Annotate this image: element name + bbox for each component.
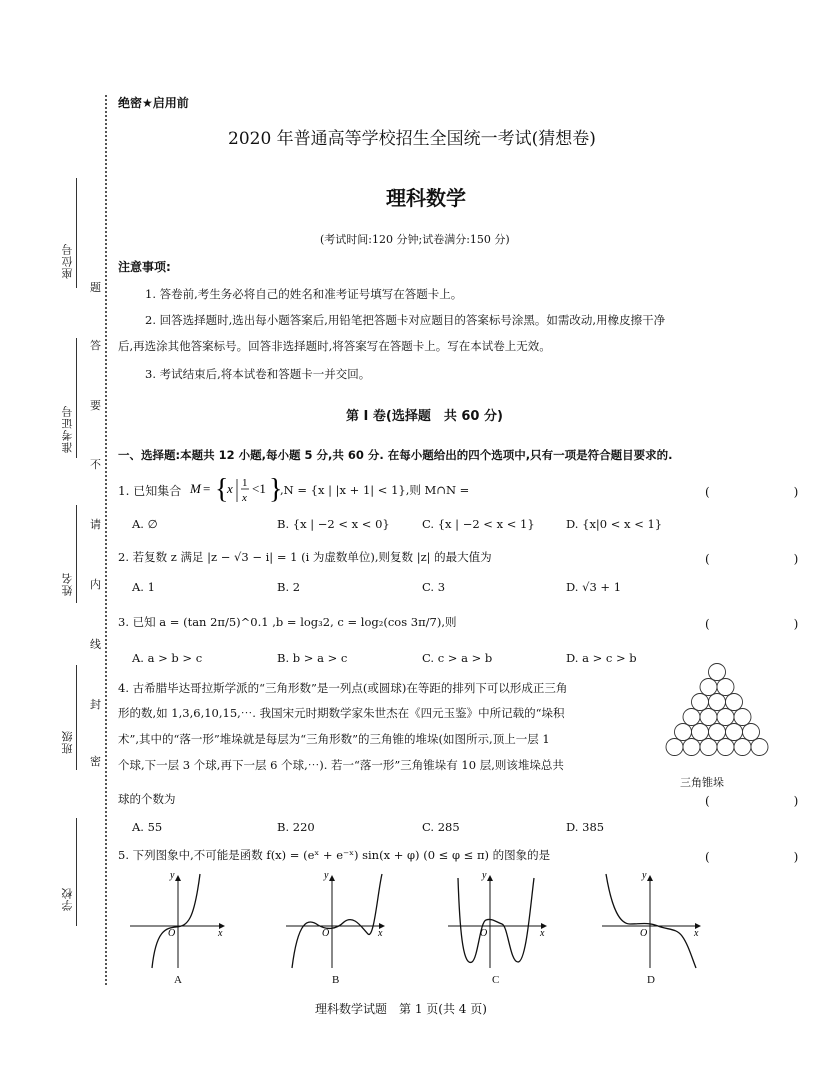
graph-a-label: A: [174, 974, 182, 986]
stack-ball: [666, 739, 683, 756]
stack-ball: [717, 709, 734, 726]
graph-c[interactable]: [446, 870, 550, 970]
seal-char: 不: [90, 455, 101, 473]
exam-title: 2020 年普通高等学校招生全国统一考试(猜想卷): [228, 129, 596, 149]
subject-title: 理科数学: [386, 186, 466, 210]
question-1-set-m-formula: [190, 472, 283, 510]
graph-a-x-label: x: [218, 928, 223, 939]
question-2-option-c[interactable]: C. 3: [422, 580, 446, 594]
graph-c-x-label: x: [540, 928, 545, 939]
stack-ball: [692, 694, 709, 711]
seal-char: 内: [90, 575, 101, 593]
stack-ball: [675, 724, 692, 741]
stack-ball: [683, 739, 700, 756]
seal-char: 封: [90, 695, 101, 713]
question-5-stem: 5. 下列图象中,不可能是函数 f(x) = (eˣ + e⁻ˣ) sin(x + φ) (0 ≤ φ ≤ π) 的图象的是: [118, 848, 551, 862]
stack-ball: [726, 694, 743, 711]
notice-heading: 注意事项:: [118, 260, 171, 274]
seat-number-label: 座位号: [61, 243, 74, 279]
graph-a-origin: O: [168, 928, 176, 939]
class-label: 班级: [61, 730, 74, 754]
question-3-option-a[interactable]: A. a > b > c: [132, 651, 203, 665]
seal-char: 密: [90, 752, 101, 770]
stack-ball: [734, 739, 751, 756]
triangular-pyramid-stack-figure: [672, 660, 762, 772]
graph-d-x-label: x: [694, 928, 699, 939]
notice-item: 后,再选涂其他答案标号。回答非选择题时,将答案写在答题卡上。写在本试卷上无效。: [118, 339, 551, 353]
question-4-option-c[interactable]: C. 285: [422, 820, 460, 834]
stack-ball: [726, 724, 743, 741]
notice-item: 2. 回答选择题时,选出每小题答案后,用铅笔把答题卡对应题目的答案标号涂黑。如需改动,用橡皮擦干净: [145, 313, 666, 327]
question-4-option-b[interactable]: B. 220: [277, 820, 315, 834]
question-1-option-c[interactable]: C. {x | −2 < x < 1}: [422, 517, 535, 531]
question-2-answer-paren[interactable]: ( ): [705, 552, 818, 566]
seal-char: 请: [90, 515, 101, 533]
question-4-option-a[interactable]: A. 55: [132, 820, 163, 834]
graph-a-y-label: y: [170, 870, 175, 881]
exam-number-label: 准考证号: [61, 405, 74, 453]
question-1-option-d[interactable]: D. {x|0 < x < 1}: [566, 517, 663, 531]
class-blank[interactable]: [76, 665, 77, 770]
svg-text:}: }: [269, 474, 283, 505]
graph-d[interactable]: [600, 870, 704, 970]
seal-char: 答: [90, 336, 101, 354]
question-1-option-b[interactable]: B. {x | −2 < x < 0}: [277, 517, 390, 531]
svg-text:=: =: [203, 481, 211, 496]
figure-caption: 三角锥垛: [680, 776, 724, 789]
svg-text:M: M: [190, 481, 201, 496]
exam-time-info: (考试时间:120 分钟;试卷满分:150 分): [320, 233, 510, 246]
svg-text:1: 1: [242, 477, 248, 489]
graph-b-x-label: x: [378, 928, 383, 939]
question-3-option-d[interactable]: D. a > c > b: [566, 651, 637, 665]
graph-b-y-label: y: [324, 870, 329, 881]
question-1-prefix: [118, 482, 181, 499]
question-4-answer-paren[interactable]: ( ): [705, 794, 818, 808]
question-4-stem-line: 球的个数为: [118, 792, 176, 806]
notice-item: 3. 考试结束后,将本试卷和答题卡一并交回。: [145, 367, 371, 381]
question-4-stem-line: 4. 古希腊毕达哥拉斯学派的“三角形数”是一列点(或圆球)在等距的排列下可以形成正三角: [118, 681, 568, 695]
question-1-stem: ,N = {x | |x + 1| < 1},则 M∩N =: [280, 483, 470, 497]
graph-b-label: B: [332, 974, 340, 986]
graph-c-label: C: [492, 974, 500, 986]
school-blank[interactable]: [76, 818, 77, 926]
question-3-stem: 3. 已知 a = (tan 2π/5)^0.1 ,b = log₃2, c = log₂(cos 3π/7),则: [118, 615, 457, 629]
stack-ball: [717, 739, 734, 756]
stack-ball: [751, 739, 768, 756]
name-label: 姓名: [61, 572, 74, 596]
graph-d-label: D: [647, 974, 655, 986]
question-1-answer-paren[interactable]: ( ): [705, 485, 818, 499]
name-blank[interactable]: [76, 505, 77, 603]
notice-item: 1. 答卷前,考生务必将自己的姓名和准考证号填写在答题卡上。: [145, 287, 463, 301]
confidential-mark: 绝密★启用前: [118, 96, 189, 110]
school-label: 学校: [61, 887, 74, 911]
svg-text:<1: <1: [252, 481, 266, 496]
graph-c-origin: O: [480, 928, 488, 939]
stack-ball: [700, 679, 717, 696]
question-4-stem-line: 个球,下一层 3 个球,再下一层 6 个球,⋯). 若一“落一形”三角锥垛有 10 层,则该堆垛总共: [118, 758, 564, 772]
question-1-option-a[interactable]: A. ∅: [132, 517, 158, 531]
stack-ball: [709, 724, 726, 741]
question-2-option-b[interactable]: B. 2: [277, 580, 301, 594]
stack-ball: [709, 694, 726, 711]
svg-text:x: x: [242, 492, 247, 504]
stack-ball: [700, 709, 717, 726]
question-3-answer-paren[interactable]: ( ): [705, 617, 818, 631]
svg-text:x: x: [227, 481, 233, 496]
stack-ball: [683, 709, 700, 726]
graph-b[interactable]: [284, 870, 388, 970]
stack-ball: [734, 709, 751, 726]
seal-char: 线: [90, 635, 101, 653]
question-4-option-d[interactable]: D. 385: [566, 820, 605, 834]
stack-ball: [709, 664, 726, 681]
seal-char: 要: [90, 396, 101, 414]
graph-c-y-label: y: [482, 870, 487, 881]
svg-text:{: {: [215, 474, 229, 505]
stack-ball: [700, 739, 717, 756]
binding-dotted-line: [105, 95, 107, 985]
stack-ball: [743, 724, 760, 741]
graph-d-y-label: y: [642, 870, 647, 881]
question-3-option-c[interactable]: C. c > a > b: [422, 651, 493, 665]
question-4-stem-line: 术”,其中的“落一形”堆垛就是每层为“三角形数”的三角锥的堆垛(如图所示,顶上一层 1: [118, 732, 550, 746]
question-2-stem: 2. 若复数 z 满足 |z − √3 − i| = 1 (i 为虚数单位),则复数 |z| 的最大值为: [118, 550, 492, 564]
question-3-option-b[interactable]: B. b > a > c: [277, 651, 348, 665]
graph-d-origin: O: [640, 928, 648, 939]
question-1-label: 1. 已知集合: [118, 484, 182, 498]
stack-ball: [717, 679, 734, 696]
question-2-option-d[interactable]: D. √3 + 1: [566, 580, 622, 594]
seal-char: 题: [90, 278, 101, 296]
question-2-option-a[interactable]: A. 1: [132, 580, 155, 594]
question-4-stem-line: 形的数,如 1,3,6,10,15,⋯. 我国宋元时期数学家朱世杰在《四元玉鉴》中所记载的“垛积: [118, 706, 565, 720]
seat-number-blank[interactable]: [76, 178, 77, 288]
graph-b-origin: O: [322, 928, 330, 939]
question-5-answer-paren[interactable]: ( ): [705, 850, 818, 864]
page-footer: 理科数学试题 第 1 页(共 4 页): [315, 1002, 487, 1016]
exam-number-blank[interactable]: [76, 338, 77, 458]
section-instruction: 一、选择题:本题共 12 小题,每小题 5 分,共 60 分. 在每小题给出的四个选项中,只有一项是符合题目要求的.: [118, 448, 673, 462]
stack-ball: [692, 724, 709, 741]
graph-a[interactable]: [128, 870, 228, 970]
section-title: 第 I 卷(选择题 共 60 分): [346, 409, 503, 424]
